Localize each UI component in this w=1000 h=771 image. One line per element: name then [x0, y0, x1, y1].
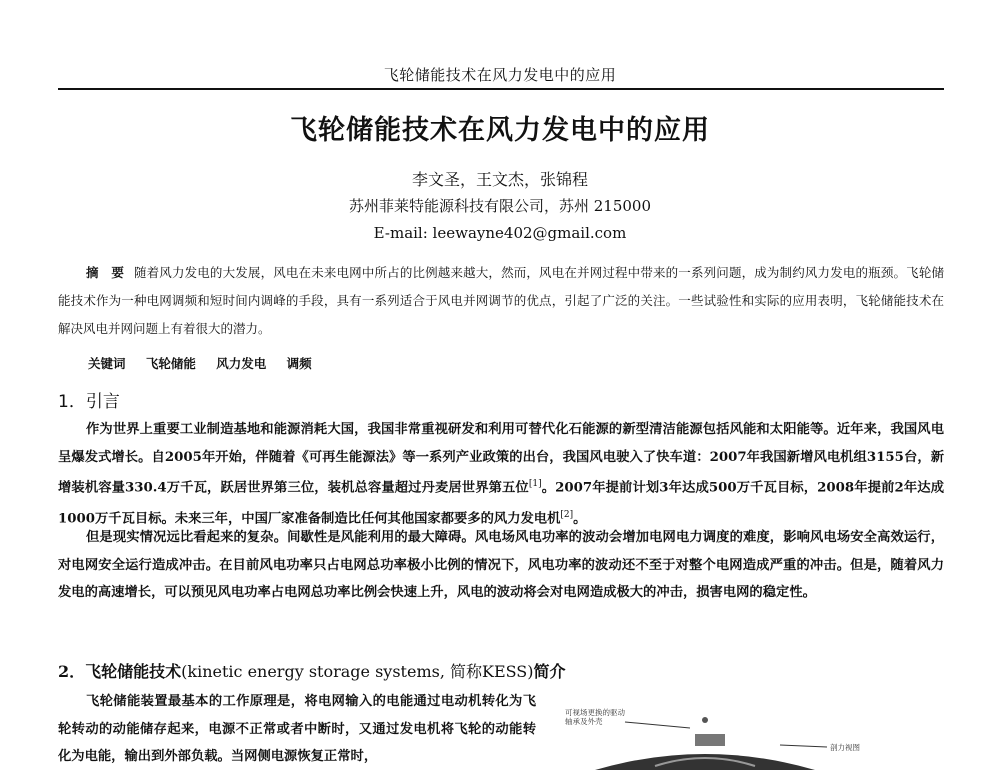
section-1-heading: 1．引言: [58, 392, 120, 412]
authors: 李文圣，王文杰，张锦程: [411, 170, 588, 189]
abstract: [58, 259, 944, 343]
abstract-label: 摘 要: [86, 265, 124, 280]
affiliation: 苏州菲莱特能源科技有限公司，苏州 215000: [348, 197, 652, 215]
header-rule: [58, 88, 944, 90]
keywords: [88, 354, 328, 372]
citation-1[interactable]: [1]: [528, 479, 542, 489]
paragraph-3: 飞轮储能装置最基本的工作原理是，将电网输入的电能通过电动机转化为飞轮转动的动能储存起来，电源不正常或者中断时，又通过发电机将飞轮的动能转化为电能，输出到外部负载。当网侧电源恢复正常时，: [58, 694, 536, 764]
flywheel-rotor: [595, 754, 815, 770]
paragraph-1: [58, 416, 944, 533]
flywheel-figure: [555, 700, 955, 770]
figure-label-left: 可视场更换的驱动轴承及外壳: [565, 708, 625, 726]
section-2-heading-en: (kinetic energy storage systems, 简称KESS): [181, 662, 534, 681]
running-head: 飞轮储能技术在风力发电中的应用: [383, 66, 617, 84]
paper-title: 飞轮储能技术在风力发电中的应用: [290, 115, 710, 146]
section-2-heading-cn: 2．飞轮储能技术: [58, 662, 182, 681]
bolt-mark: [702, 717, 708, 723]
paragraph-1-b: 。2007年提前计划3年达成500万千瓦目标，2008年提前2年达成1000万千瓦目标。未来三年，中国厂家准备制造比任何其他国家都要多的风力发电机: [58, 480, 944, 527]
section-2-heading: [58, 659, 566, 682]
keyword-item: 飞轮储能: [145, 356, 196, 371]
leader-line: [625, 722, 690, 728]
paragraph-2: 但是现实情况远比看起来的复杂。间歇性是风能利用的最大障碍。风电场风电功率的波动会增加电网电力调度的难度，影响风电场安全高效运行，对电网安全运行造成冲击。在目前风电功率只占电网总功率极小比例的情况下，风电功率的波动还不至于对整个电网造成严重的冲击。但是，随着风力发电的高速增长，可以预见风电功率占电网总功率比例会快速上升，风电的波动将会对电网造成极大的冲击，损害电网的稳定性。: [58, 530, 944, 600]
abstract-text: 随着风力发电的大发展，风电在未来电网中所占的比例越来越大，然而，风电在并网过程中带来的一系列问题，成为制约风力发电的瓶颈。飞轮储能技术作为一种电网调频和短时间内调峰的手段，具有一系列适合于风电并网调节的优点，引起了广泛的关注。一些试验性和实际的应用表明，飞轮储能技术在解决风电并网问题上有着很大的潜力。: [58, 265, 944, 336]
keywords-label: 关键词: [88, 356, 126, 371]
bearing-housing: [695, 734, 725, 746]
keyword-item: 调频: [286, 356, 312, 371]
keyword-item: 风力发电: [216, 356, 267, 371]
email: E-mail: leewayne402@gmail.com: [373, 224, 627, 242]
citation-2[interactable]: [2]: [560, 509, 574, 520]
figure-label-right: 剖力视图: [830, 743, 860, 752]
paragraph-1-c: 。: [573, 511, 587, 527]
paragraph-1-a: 作为世界上重要工业制造基地和能源消耗大国，我国非常重视研发和利用可替代化石能源的新型清洁能源包括风能和太阳能等。近年来，我国风电呈爆发式增长。自2005年开始，伴随着《可再生能源法》等一系列产业政策的出台，我国风电驶入了快车道：2007年我国新增风电机组3155台，新增装机容量330.4万千瓦，跃居世界第三位，装机总容量超过丹麦居世界第五位: [58, 422, 944, 496]
leader-line: [780, 745, 827, 747]
section-2-heading-tail: 简介: [533, 662, 566, 681]
